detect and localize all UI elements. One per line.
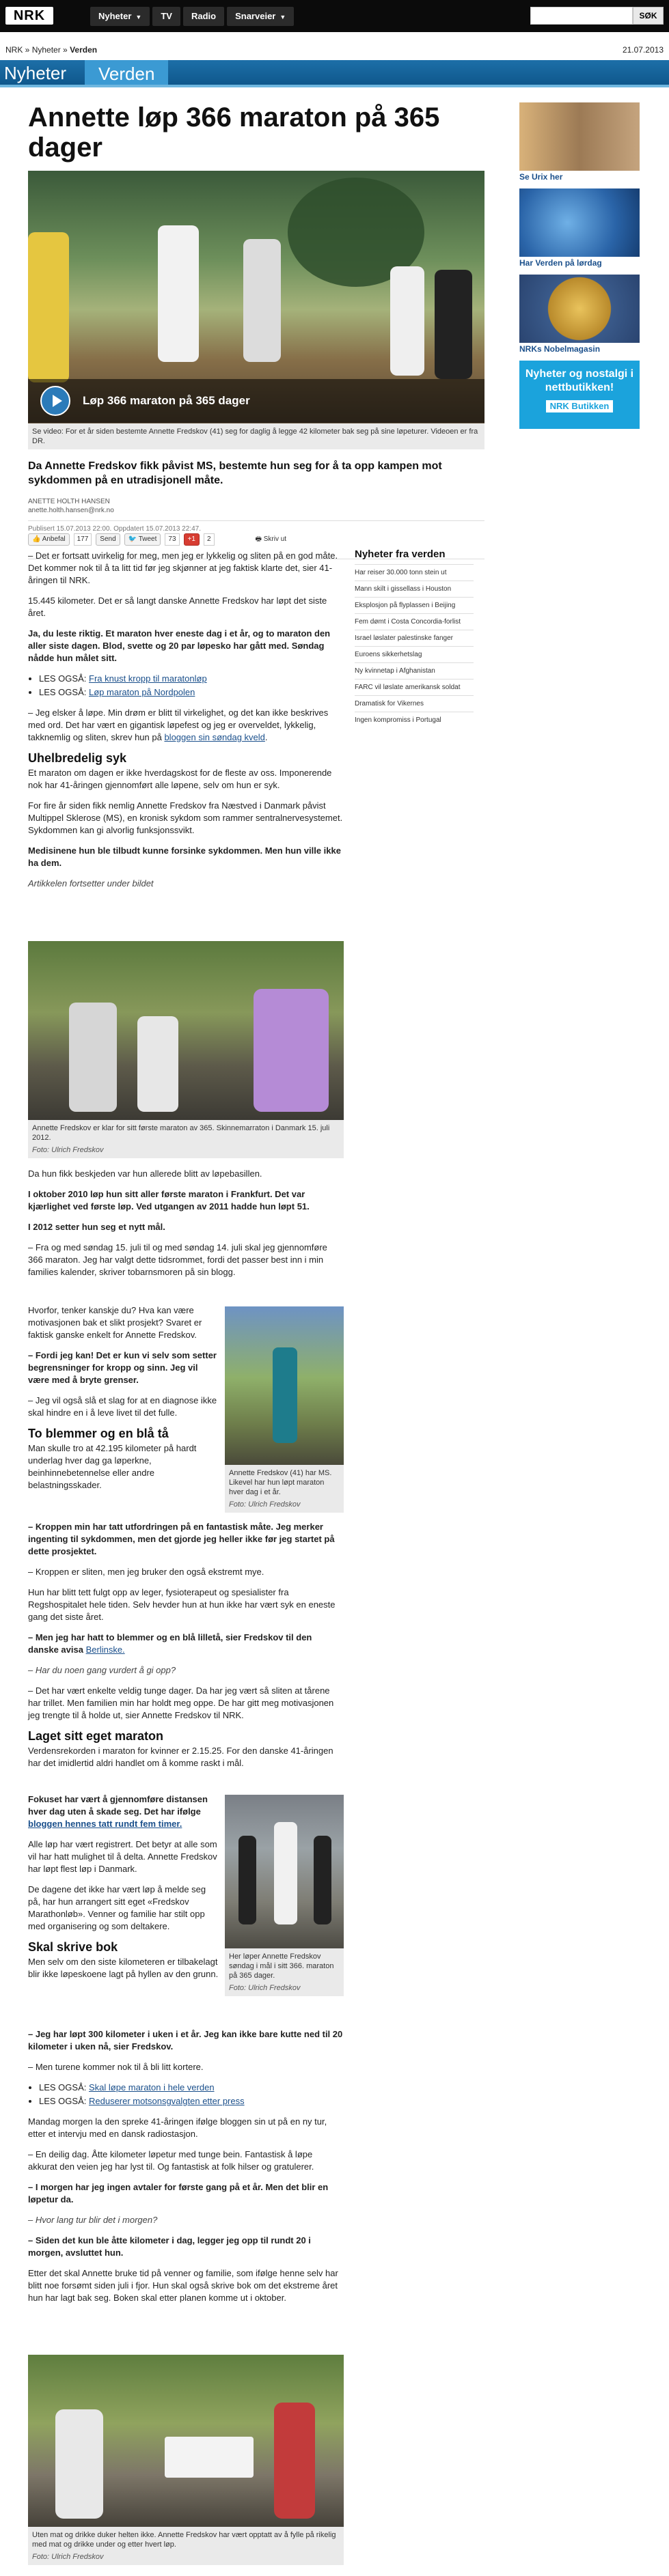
related-link[interactable]: Fra knust kropp til maratonløp bbox=[89, 673, 207, 684]
nrk-butikken-ad[interactable] bbox=[519, 361, 640, 429]
photo-credit: Foto: Ulrich Fredskov bbox=[32, 2553, 104, 2561]
news-from-world-box bbox=[355, 548, 474, 728]
print-button[interactable] bbox=[256, 534, 287, 546]
paragraph-bold: I oktober 2010 løp hun sitt aller første maraton i Frankfurt. Det var kjærlighet ved første løp. Ved utgangen av 2011 hadde hun løpt 51. bbox=[28, 1189, 310, 1212]
paragraph: Man skulle tro at 42.195 kilometer på hardt underlag hver dag ga løperkne, beinhinnebetennelse eller andre belastningsskader. bbox=[28, 1443, 197, 1490]
related-links bbox=[39, 2082, 344, 2108]
caption-text: Uten mat og drikke duker helten ikke. Annette Fredskov har vært opptatt av å fylle på rikelig med mat og drikke under og etter hvert løp. bbox=[32, 2531, 336, 2549]
paragraph bbox=[28, 2028, 344, 2053]
nav-label: Snarveier bbox=[235, 11, 276, 21]
gplus-count: 2 bbox=[204, 533, 215, 546]
photo-figure bbox=[238, 1836, 256, 1924]
paragraph bbox=[28, 2235, 344, 2259]
search-button[interactable]: SØK bbox=[633, 7, 664, 25]
paragraph-bold: – Kroppen min har tatt utfordringen på en fantastisk måte. Jeg merker ingenting til sykdommen, men det gjorde jeg heller ikke før jeg startet på dette prosjektet. bbox=[28, 1522, 335, 1556]
photo-image bbox=[225, 1306, 344, 1465]
paragraph: – En deilig dag. Åtte kilometer løpetur med tunge bein. Fantastisk å løpe akkurat den veien jeg har lyst til. Og fantastisk at folk hilser og gratulerer. bbox=[28, 2149, 314, 2172]
video-frame-runner bbox=[243, 239, 281, 362]
photo-image bbox=[28, 941, 344, 1120]
photo-caption bbox=[28, 1120, 344, 1158]
photo-figure bbox=[274, 2403, 315, 2519]
blog-link[interactable]: bloggen hennes tatt rundt fem timer. bbox=[28, 1819, 182, 1829]
news-item[interactable]: Israel løslater palestinske fanger bbox=[355, 630, 474, 646]
paragraph-bold: – Siden det kun ble åtte kilometer i dag, legger jeg opp til rundt 20 i morgen, avsluttet hun. bbox=[28, 2235, 311, 2258]
author-email[interactable]: anette.holth.hansen@nrk.no bbox=[28, 507, 114, 514]
photo-figure bbox=[273, 1347, 297, 1443]
article-title: Annette løp 366 maraton på 365 dager bbox=[28, 102, 440, 163]
section-title[interactable]: Nyheter bbox=[4, 63, 67, 83]
nav-label: TV bbox=[161, 11, 172, 21]
news-item[interactable]: Ingen kompromiss i Portugal bbox=[355, 712, 474, 728]
photo-figure bbox=[137, 1016, 178, 1112]
promo-image bbox=[519, 102, 640, 171]
chevron-down-icon: ▼ bbox=[135, 14, 142, 20]
nrk-logo[interactable]: NRK bbox=[5, 7, 53, 25]
list-item bbox=[39, 673, 344, 685]
les-ogsa-label: LES OGSÅ: bbox=[39, 673, 87, 684]
nav-item-nyheter[interactable] bbox=[90, 7, 150, 26]
related-link[interactable]: Skal løpe maraton i hele verden bbox=[89, 2082, 215, 2092]
section-banner bbox=[0, 60, 669, 87]
paragraph-bold: Ja, du leste riktig. Et maraton hver eneste dag i et år, og to maraton den aller siste dagen. Blod, svette og 20 par løpesko har gått med. Søndag nådde hun målet sitt. bbox=[28, 628, 331, 663]
nav-label: Radio bbox=[191, 11, 217, 21]
breadcrumb-current: Verden bbox=[70, 45, 98, 55]
video-frame-runner bbox=[158, 225, 199, 362]
tweet-count: 73 bbox=[165, 533, 179, 546]
photo-credit: Foto: Ulrich Fredskov bbox=[229, 1984, 301, 1992]
published-info: Publisert 15.07.2013 22:00. Oppdatert 15.07.2013 22:47. bbox=[28, 520, 484, 533]
paragraph bbox=[28, 1521, 344, 1558]
paragraph-bold: – Men jeg har hatt to blemmer og en blå lilletå, sier Fredskov til den danske avisa bbox=[28, 1632, 312, 1655]
nav-item-snarveier[interactable] bbox=[227, 7, 294, 26]
photo-2 bbox=[225, 1306, 344, 1513]
print-label: Skriv ut bbox=[263, 535, 287, 543]
paragraph: Men selv om den siste kilometeren er tilbakelagt blir ikke løpeskoene lagt på hyllen av den grunn. bbox=[28, 1957, 219, 1979]
printer-icon: 🖶 bbox=[255, 535, 262, 543]
paragraph: Hun har blitt tett fulgt opp av leger, fysioterapeut og spesialister fra Regshospitalet hele tiden. Selv hevder hun at hun ikke har vært syk en eneste gang det siste året. bbox=[28, 1587, 336, 1622]
subheading: Skal skrive bok bbox=[28, 1940, 118, 1954]
paragraph: Da hun fikk beskjeden var hun allerede blitt av løpebasillen. bbox=[28, 1168, 262, 1179]
video-frame-runner bbox=[435, 270, 472, 379]
paragraph: Hvorfor, tenker kanskje du? Hva kan være motivasjonen bak et slikt prosjekt? Svaret er faktisk ganske enkelt for Annette Fredskov. bbox=[28, 1305, 202, 1340]
page-date: 21.07.2013 bbox=[622, 45, 664, 55]
paragraph bbox=[28, 628, 344, 664]
caption-text: Her løper Annette Fredskov søndag i mål i sitt 366. maraton på 365 dager. bbox=[229, 1952, 334, 1980]
paragraph-bold: Medisinene hun ble tilbudt kunne forsinke sykdommen. Men hun ville ikke ha dem. bbox=[28, 845, 341, 868]
photo-credit: Foto: Ulrich Fredskov bbox=[32, 1146, 104, 1154]
play-icon[interactable] bbox=[40, 386, 70, 416]
photo-caption bbox=[225, 1948, 344, 1996]
promo-verden[interactable] bbox=[519, 188, 640, 268]
promo-label[interactable]: NRKs Nobelmagasin bbox=[519, 344, 601, 354]
photo-caption bbox=[225, 1465, 344, 1513]
photo-figure bbox=[55, 2409, 103, 2519]
video-frame-runner bbox=[28, 232, 69, 382]
promo-nobel[interactable] bbox=[519, 275, 640, 354]
photo-4 bbox=[28, 2355, 344, 2565]
photo-figure bbox=[69, 1003, 117, 1112]
news-item[interactable]: Har reiser 30.000 tonn stein ut bbox=[355, 564, 474, 580]
photo-caption bbox=[28, 2527, 344, 2565]
article-body-6 bbox=[28, 2028, 344, 2312]
photo-1 bbox=[28, 941, 344, 1158]
paragraph bbox=[28, 1793, 219, 1830]
news-item[interactable]: Mann skilt i gissellass i Houston bbox=[355, 580, 474, 597]
paragraph bbox=[28, 1188, 344, 1213]
paragraph: Artikkelen fortsetter under bildet bbox=[28, 878, 154, 888]
article-body-5 bbox=[28, 1793, 219, 1989]
paragraph: – Men turene kommer nok til å bli litt kortere. bbox=[28, 2062, 204, 2072]
promo-label[interactable]: Se Urix her bbox=[519, 172, 563, 182]
caption-text: Annette Fredskov er klar for sitt første maraton av 365. Skinnemarraton i Danmark 15. juli 2012. bbox=[32, 1124, 330, 1142]
subsection-tab[interactable]: Verden bbox=[85, 60, 168, 87]
paragraph: De dagene det ikke har vært løp å melde seg på, har hun arrangert sitt eget «Fredskov Marathonløb». Venner og familie har stilt opp med organisering og som deltakere. bbox=[28, 1884, 206, 1931]
paragraph: – Det er fortsatt uvirkelig for meg, men jeg er lykkelig og sliten på en god måte. Det kommer nok til å ta litt tid før jeg skjønner at jeg faktisk klarte det, sier 41-åringen til NRK. bbox=[28, 550, 338, 585]
paragraph-bold: Fokuset har vært å gjennomføre distansen hver dag uten å skade seg. Det har ifølge bbox=[28, 1794, 208, 1817]
paragraph: Alle løp har vært registrert. Det betyr at alle som vil har hatt mulighet til å delta. Annette Fredskov har løpt flest løp i Danmark. bbox=[28, 1839, 217, 1874]
news-item[interactable]: Eksplosjon på flyplassen i Beijing bbox=[355, 597, 474, 613]
promo-label[interactable]: Har Verden på lørdag bbox=[519, 258, 602, 268]
paragraph-bold: – Fordi jeg kan! Det er kun vi selv som setter begrensninger for kropp og sinn. Jeg vil være med å bryte grenser. bbox=[28, 1350, 217, 1385]
article-body-4 bbox=[28, 1521, 344, 1778]
paragraph bbox=[28, 1349, 219, 1386]
twitter-icon: 🐦 bbox=[128, 535, 137, 543]
les-ogsa-label: LES OGSÅ: bbox=[39, 687, 87, 697]
nav-item-radio[interactable] bbox=[183, 7, 224, 26]
tweet-button[interactable] bbox=[124, 533, 161, 546]
video-title-bar bbox=[28, 379, 484, 423]
paragraph-bold: – Jeg har løpt 300 kilometer i uken i et år. Jeg kan ikke bare kutte ned til 20 kilometer i uken nå, sier Fredskov. bbox=[28, 2029, 343, 2052]
news-item[interactable]: Ny kvinnetap i Afghanistan bbox=[355, 662, 474, 679]
chevron-down-icon: ▼ bbox=[279, 14, 286, 20]
tweet-label: Tweet bbox=[138, 535, 157, 543]
video-player[interactable] bbox=[28, 171, 484, 423]
top-navigation-bar bbox=[0, 0, 669, 32]
paragraph: – Jeg elsker å løpe. Min drøm er blitt til virkelighet, og det kan ikke beskrives med ord. Det har vært en gigantisk løpefest og jeg er overveldet, lykkelig, takknemlig og sliten, skrev hun på bloggen sin søndag kveld. bbox=[28, 708, 329, 742]
ad-text: Nyheter og nostalgi i nettbutikken! bbox=[525, 368, 634, 393]
photo-image bbox=[225, 1795, 344, 1948]
paragraph-text: – Jeg elsker å løpe. Min drøm er blitt til virkelighet, og det kan ikke beskrives med ord. Det har vært en gigantisk løpefest og jeg er overveldet, lykkelig, takknemlig og sliten, skrev hun på bbox=[28, 708, 329, 742]
related-link[interactable]: Løp maraton på Nordpolen bbox=[89, 687, 195, 697]
nav-label: Nyheter bbox=[98, 11, 132, 21]
paragraph bbox=[28, 845, 344, 869]
list-item bbox=[39, 686, 344, 699]
photo-figure bbox=[254, 989, 329, 1112]
breadcrumb-section[interactable]: Nyheter bbox=[31, 45, 61, 55]
paragraph: 15.445 kilometer. Det er så langt danske Annette Fredskov har løpt det siste året. bbox=[28, 596, 327, 618]
paragraph: For fire år siden fikk nemlig Annette Fredskov fra Næstved i Danmark påvist Multippel Sklerose (MS), en kronisk sykdom som rammer sentralnervesystemet. Sykdommen kan gi alvorlig funksjonssvikt. bbox=[28, 800, 343, 835]
paragraph: Et maraton om dagen er ikke hverdagskost for de fleste av oss. Imponerende nok har 41-åringen gjennomført alle løpene, selv om hun er syk. bbox=[28, 768, 332, 790]
photo-figure bbox=[314, 1836, 331, 1924]
paragraph-bold: I 2012 setter hun seg et nytt mål. bbox=[28, 1222, 165, 1232]
related-link[interactable]: Reduserer motsonsgvalgten etter press bbox=[89, 2096, 245, 2106]
photo-table bbox=[165, 2437, 254, 2478]
news-item[interactable]: FARC vil løslate amerikansk soldat bbox=[355, 679, 474, 695]
subheading: Uhelbredelig syk bbox=[28, 751, 127, 765]
paragraph: Mandag morgen la den spreke 41-åringen ifølge bloggen sin ut på en ny tur, etter et intervju med en dansk radiostasjon. bbox=[28, 2116, 327, 2139]
news-item[interactable]: Fem dømt i Costa Concordia-forlist bbox=[355, 613, 474, 630]
paragraph: – Har du noen gang vurdert å gi opp? bbox=[28, 1665, 176, 1675]
paragraph bbox=[28, 1632, 344, 1656]
les-ogsa-label: LES OGSÅ: bbox=[39, 2082, 87, 2092]
send-button[interactable]: Send bbox=[96, 533, 120, 546]
ad-badge: NRK Butikken bbox=[546, 400, 614, 412]
google-plus-button[interactable]: +1 bbox=[184, 533, 200, 546]
author-name: ANETTE HOLTH HANSEN bbox=[28, 498, 110, 505]
paragraph: – Det har vært enkelte veldig tunge dager. Da har jeg vært så sliten at tårene har trillet. Men familien min har holdt meg oppe. De har gitt meg motivasjonen jeg trengte til å holde ut, sier Annette Fredskov til NRK. bbox=[28, 1685, 334, 1720]
related-links bbox=[39, 673, 344, 699]
paragraph: – Jeg vil også slå et slag for at en diagnose ikke skal hindre en i å leve livet til det fulle. bbox=[28, 1395, 217, 1418]
article-body-3 bbox=[28, 1304, 219, 1500]
video-caption: Se video: For et år siden bestemte Annette Fredskov (41) seg for daglig å legge 42 kilometer bak seg på sine løpeturer. Videoen er fra DR. bbox=[28, 423, 484, 449]
search-input[interactable] bbox=[530, 7, 633, 25]
thumbs-up-icon: 👍 bbox=[32, 535, 41, 543]
paragraph-bold: – I morgen har jeg ingen avtaler for første gang på et år. Men det blir en løpetur da. bbox=[28, 2182, 329, 2204]
article-body-1 bbox=[28, 550, 344, 898]
photo-image bbox=[28, 2355, 344, 2527]
list-item bbox=[39, 2095, 344, 2108]
paragraph: Etter det skal Annette bruke tid på venner og familie, som ifølge henne selv har blitt noe forsømt siden juli i fjor. Hun skal også skrive bok om det ekstreme året hun har lagt bak seg. Boken skal etter planen komme ut i oktober. bbox=[28, 2268, 338, 2303]
box-title: Nyheter fra verden bbox=[355, 548, 446, 560]
paragraph: – Kroppen er sliten, men jeg bruker den også ekstremt mye. bbox=[28, 1567, 264, 1577]
blog-link[interactable]: bloggen sin søndag kveld bbox=[164, 732, 265, 742]
medal-icon bbox=[519, 275, 640, 343]
subheading: Laget sitt eget maraton bbox=[28, 1729, 164, 1743]
right-rail bbox=[519, 102, 640, 429]
news-item[interactable]: Euroens sikkerhetslag bbox=[355, 646, 474, 662]
article-lead: Da Annette Fredskov fikk påvist MS, bestemte hun seg for å ta opp kampen mot sykdommen på en utradisjonell måte. bbox=[28, 460, 442, 486]
facebook-like-button[interactable] bbox=[28, 533, 70, 546]
paragraph: – Fra og med søndag 15. juli til og med søndag 14. juli skal jeg gjennomføre 366 maraton. Jeg har valgt dette tidsrommet, fordi det passer best inn i min families kalender, skriver tobarnsmoren på sin blogg. bbox=[28, 1242, 327, 1277]
paragraph bbox=[28, 1221, 344, 1233]
video-title: Løp 366 maraton på 365 dager bbox=[83, 394, 250, 407]
breadcrumb-home[interactable]: NRK bbox=[5, 45, 23, 55]
globe-icon bbox=[519, 188, 640, 257]
anbefal-label: Anbefal bbox=[42, 535, 66, 543]
main-nav bbox=[90, 7, 294, 26]
subheading: To blemmer og en blå tå bbox=[28, 1427, 169, 1440]
caption-text: Annette Fredskov (41) har MS. Likevel har hun løpt maraton hver dag i et år. bbox=[229, 1469, 332, 1496]
paragraph: Verdensrekorden i maraton for kvinner er 2.15.25. For den danske 41-åringen har det imidlertid aldri handlet om å komme raskt i mål. bbox=[28, 1746, 333, 1768]
article-header bbox=[28, 102, 484, 559]
paragraph bbox=[28, 2181, 344, 2206]
photo-3 bbox=[225, 1795, 344, 1996]
breadcrumb: NRK » Nyheter » Verden bbox=[5, 45, 98, 55]
promo-urix[interactable] bbox=[519, 102, 640, 182]
article-body-2 bbox=[28, 1168, 344, 1287]
source-link[interactable]: Berlinske. bbox=[85, 1644, 125, 1655]
banner-divider bbox=[0, 85, 669, 87]
author bbox=[28, 497, 484, 515]
like-count: 177 bbox=[74, 533, 92, 546]
les-ogsa-label: LES OGSÅ: bbox=[39, 2096, 87, 2106]
news-item[interactable]: Dramatisk for Vikernes bbox=[355, 695, 474, 712]
video-frame-runner bbox=[390, 266, 424, 376]
photo-credit: Foto: Ulrich Fredskov bbox=[229, 1500, 301, 1509]
paragraph: – Hvor lang tur blir det i morgen? bbox=[28, 2215, 158, 2225]
photo-figure bbox=[274, 1822, 297, 1924]
nav-item-tv[interactable] bbox=[152, 7, 180, 26]
list-item bbox=[39, 2082, 344, 2094]
